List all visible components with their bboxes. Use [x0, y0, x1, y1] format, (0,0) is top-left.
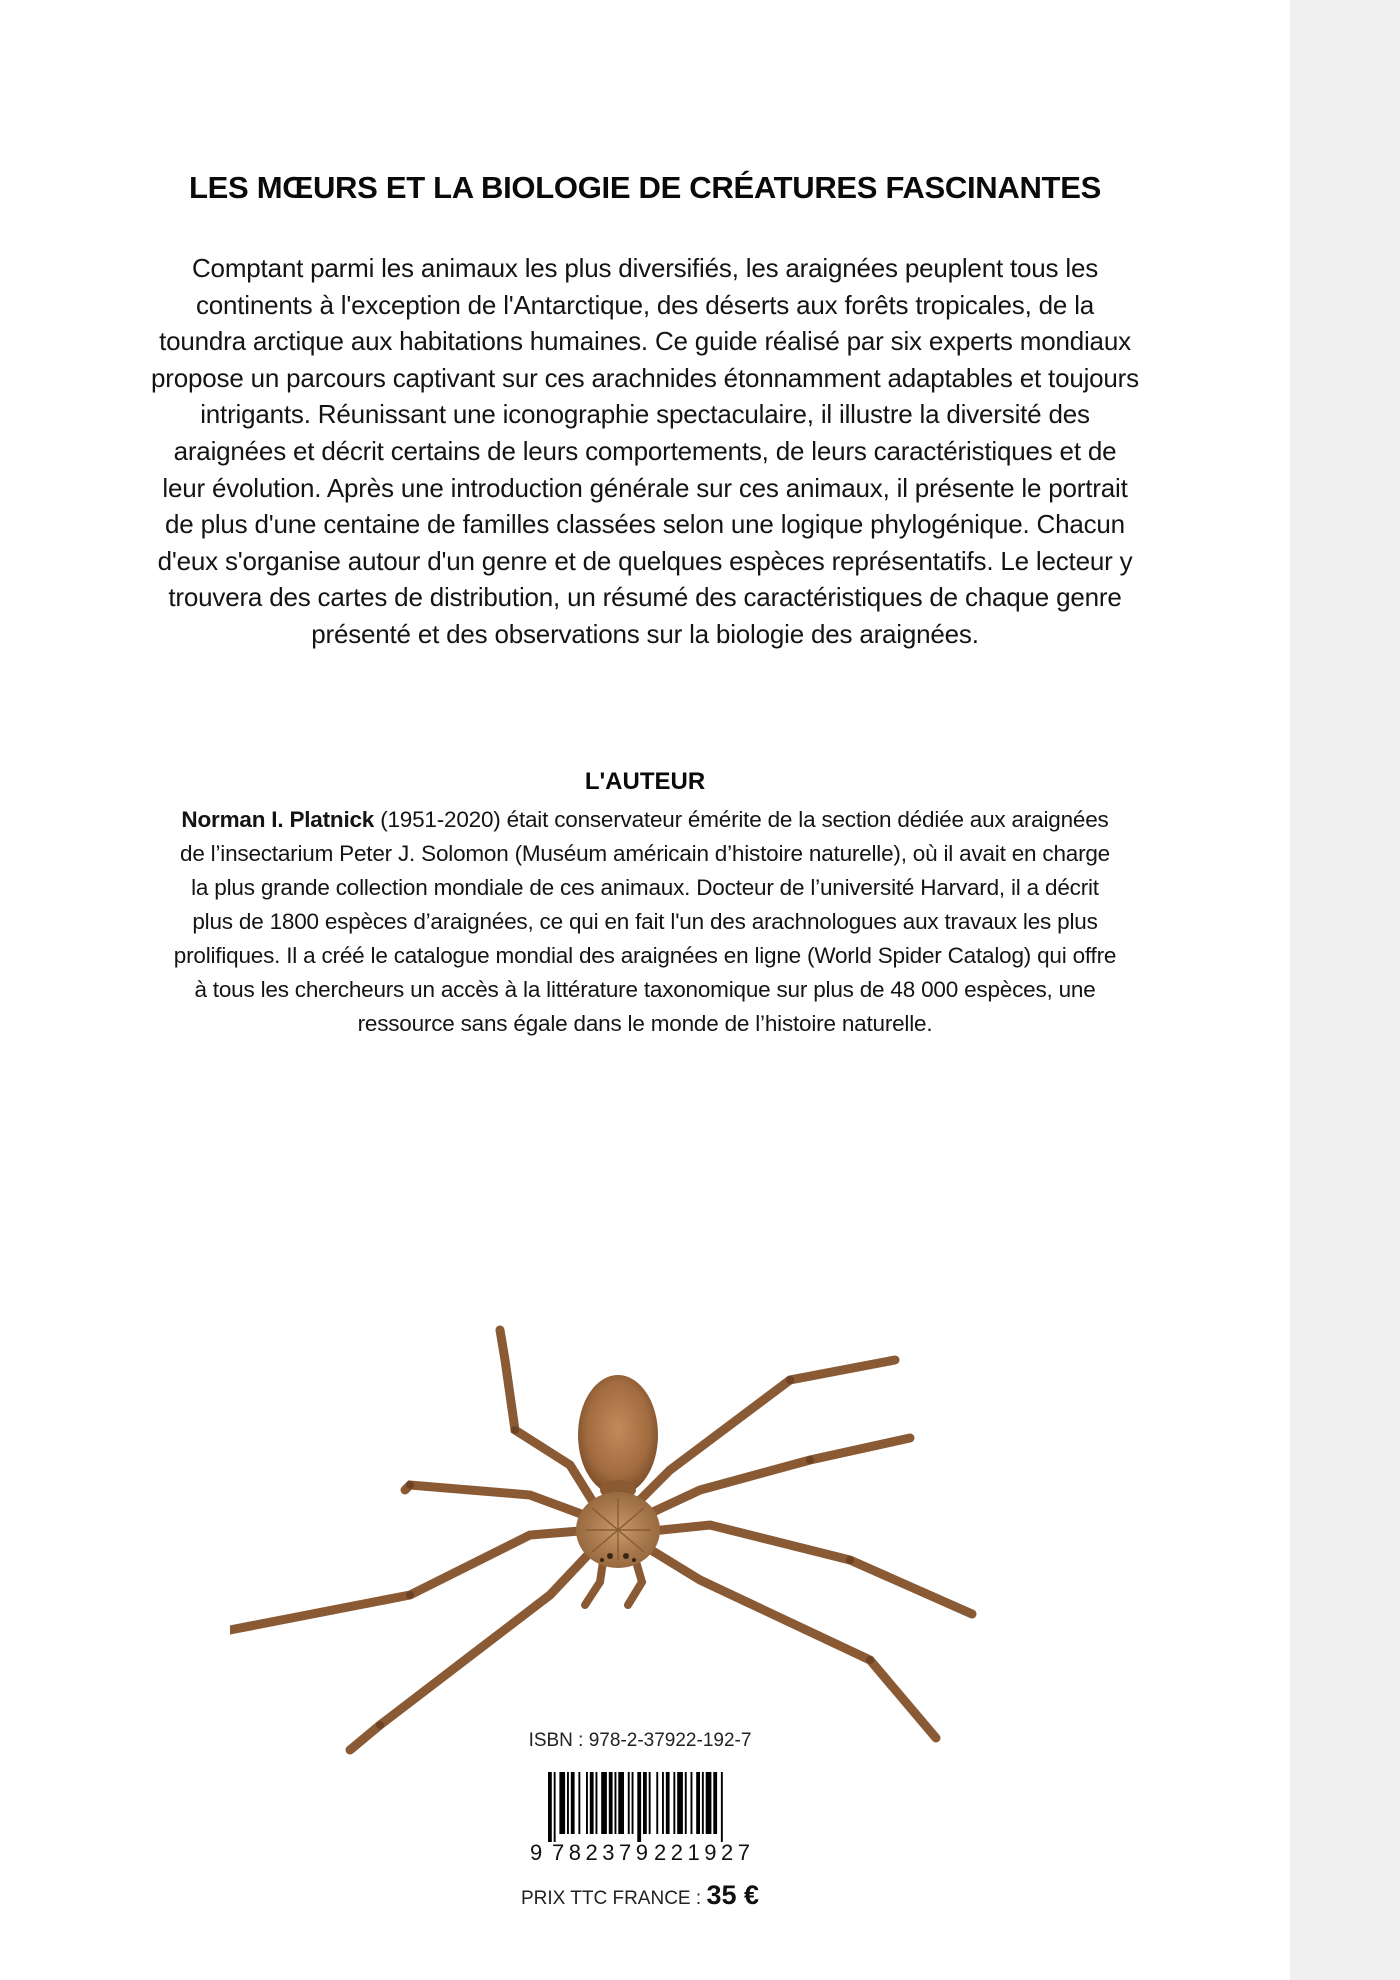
spider-photo: [230, 1320, 990, 1760]
barcode-bar: [677, 1772, 683, 1834]
barcode-bar: [691, 1772, 693, 1834]
barcode-bar: [590, 1772, 594, 1834]
barcode-bar: [713, 1772, 717, 1834]
barcode-bar: [586, 1772, 588, 1834]
barcode-bar: [601, 1772, 607, 1834]
barcode-bar: [548, 1772, 552, 1842]
price-amount: 35 €: [706, 1880, 759, 1910]
barcode-first-digit: 9: [530, 1840, 543, 1862]
author-bio-text: (1951-2020) était conservateur émérite de la section dédiée aux araignées de l’insectarium Peter J. Solomon (Muséum américain d’histoire naturelle), où il avait en charge la plus grande collection mondiale de ces animaux. Docteur de l’université Harvard, il a décrit plus de 1800 espèces d’araignées, ce qui en fait l'un des arachnologues aux travaux les plus prolifiques. Il a créé le catalogue mondial des araignées en ligne (World Spider Catalog) qui offre à tous les chercheurs un accès à la littérature taxonomique sur plus de 48 000 espèces, une ressource sans égale dans le monde de l’histoire naturelle.: [173, 807, 1117, 1036]
barcode-bar: [656, 1772, 658, 1834]
barcode-bar: [721, 1772, 723, 1842]
author-bio: [170, 803, 1120, 1041]
barcode-bar: [615, 1772, 617, 1834]
barcode-bar: [628, 1772, 630, 1834]
blurb-paragraph: Comptant parmi les animaux les plus diversifiés, les araignées peuplent tous les continents à l'exception de l'Antarctique, des déserts aux forêts tropicales, de la toundra arctique aux habitations humaines. Ce guide réalisé par six experts mondiaux propose un parcours captivant sur ces arachnides étonnamment adaptables et toujours intrigants. Réunissant une iconographie spectaculaire, il illustre la diversité des araignées et décrit certains de leurs comportements, de leurs caractéristiques et de leur évolution. Après une introduction générale sur ces animaux, il présente le portrait de plus d'une centaine de familles classées selon une logique phylogénique. Chacun d'eux s'organise autour d'un genre et de quelques espèces représentatifs. Le lecteur y trouvera des cartes de distribution, un résumé des caractéristiques de chaque genre présenté et des observations sur la biologie des araignées.: [151, 253, 1139, 649]
barcode-left-digits: 782379: [552, 1840, 648, 1862]
price-line: [440, 1880, 840, 1911]
author-heading: L'AUTEUR: [584, 768, 706, 795]
barcode-bar: [666, 1772, 670, 1834]
barcode-bar: [643, 1772, 647, 1834]
barcode-bar: [685, 1772, 687, 1834]
barcode-bar: [567, 1772, 569, 1834]
headline: LES MŒURS ET LA BIOLOGIE DE CRÉATURES FASCINANTES: [189, 170, 1101, 205]
barcode-bar: [696, 1772, 700, 1834]
barcode-bar: [596, 1772, 598, 1834]
barcode-right-digits: 221927: [654, 1840, 750, 1862]
barcode-bar: [673, 1772, 675, 1834]
barcode-bar: [702, 1772, 704, 1834]
barcode-bar: [554, 1772, 556, 1842]
barcode-bar: [706, 1772, 712, 1834]
barcode-bar: [637, 1772, 641, 1842]
barcode-bar: [609, 1772, 613, 1834]
price-label: PRIX TTC FRANCE :: [520, 1888, 707, 1909]
isbn-label: ISBN : 978-2-37922-192-7: [528, 1730, 752, 1751]
author-name: Norman I. Platnick: [181, 807, 375, 832]
barcode: [530, 1772, 770, 1862]
barcode-bar: [571, 1772, 575, 1834]
barcode-bar: [559, 1772, 565, 1834]
barcode-bar: [618, 1772, 624, 1834]
barcode-bar: [649, 1772, 651, 1834]
barcode-bar: [632, 1772, 634, 1834]
cover-edge-strip: [1290, 0, 1400, 1980]
barcode-bar: [662, 1772, 664, 1834]
barcode-bar: [578, 1772, 580, 1834]
